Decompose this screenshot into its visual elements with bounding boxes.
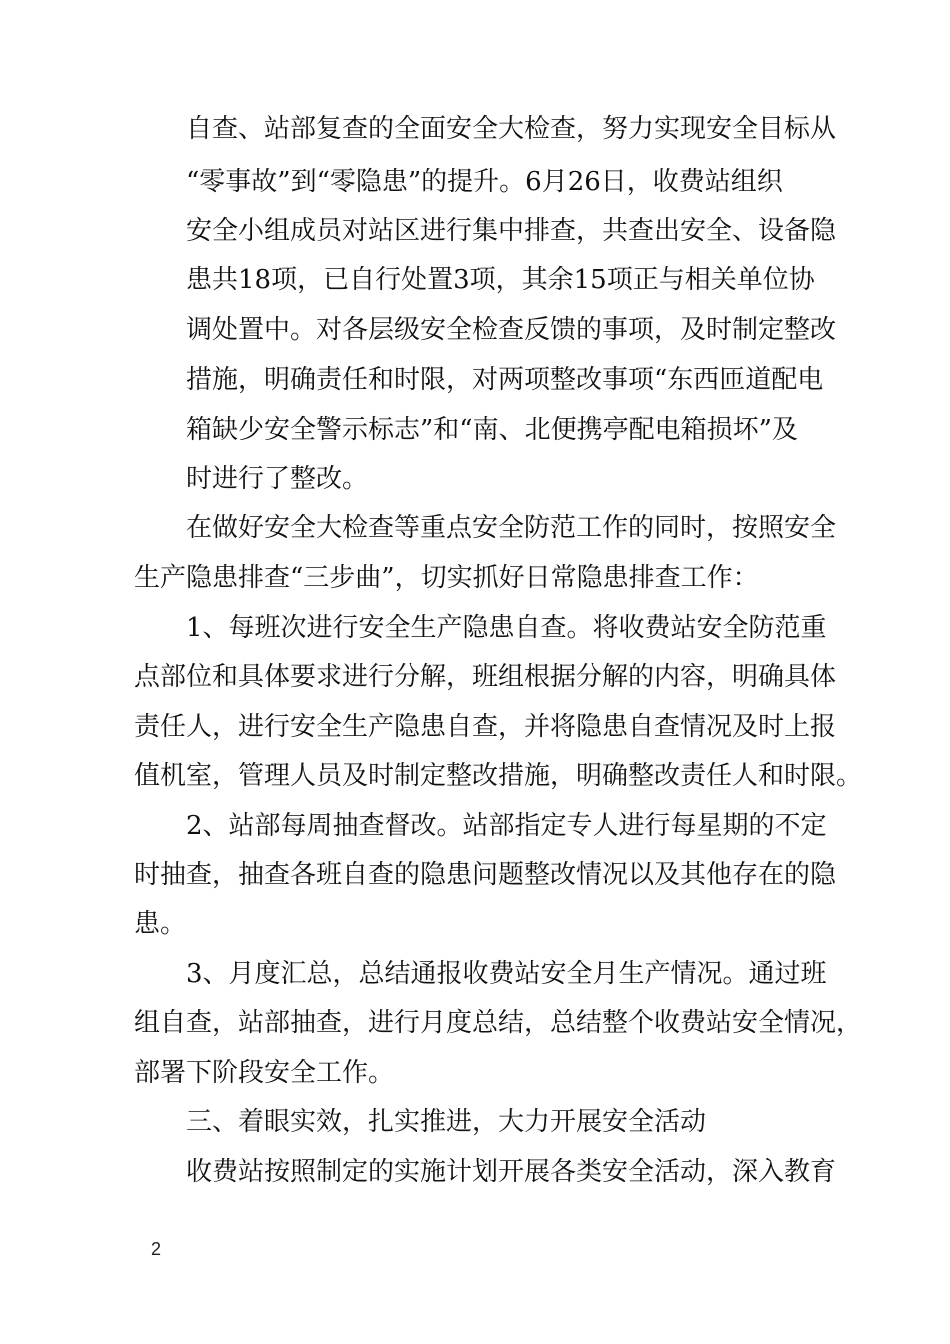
text-line: “零事故”到“零隐患”的提升。6月26日，收费站组织 [186,167,783,197]
text-line: 箱缺少安全警示标志”和“南、北便携亭配电箱损坏”及 [186,415,798,445]
text-line: 责任人，进行安全生产隐患自查，并将隐患自查情况及时上报 [134,712,837,742]
text-line: 自查、站部复查的全面安全大检查，努力实现安全目标从 [186,114,837,144]
list-item-1: 1、每班次进行安全生产隐患自查。将收费站安全防范重 [186,613,827,643]
text-line: 调处置中。对各层级安全检查反馈的事项，及时制定整改 [186,315,837,345]
text-line: 值机室，管理人员及时制定整改措施，明确整改责任人和时限。 [134,761,863,791]
text-line: 点部位和具体要求进行分解，班组根据分解的内容，明确具体 [134,662,837,692]
paragraph-first-line: 在做好安全大检查等重点安全防范工作的同时，按照安全 [186,513,837,543]
section-heading: 三、着眼实效，扎实推进，大力开展安全活动 [186,1107,707,1137]
paragraph-first-line: 收费站按照制定的实施计划开展各类安全活动，深入教育 [186,1157,837,1187]
text-line: 部署下阶段安全工作。 [134,1058,395,1088]
page-number: 2 [151,1239,162,1259]
text-line: 安全小组成员对站区进行集中排查，共查出安全、设备隐 [186,216,837,246]
text-line: 组自查，站部抽查，进行月度总结，总结整个收费站安全情况， [134,1008,863,1038]
list-item-3: 3、月度汇总，总结通报收费站安全月生产情况。通过班 [186,959,827,989]
list-item-2: 2、站部每周抽查督改。站部指定专人进行每星期的不定 [186,811,827,841]
text-line: 患共18项，已自行处置3项，其余15项正与相关单位协 [186,265,815,295]
text-line: 生产隐患排查“三步曲”，切实抓好日常隐患排查工作： [134,563,759,593]
text-line: 患。 [134,909,187,939]
text-line: 时抽查，抽查各班自查的隐患问题整改情况以及其他存在的隐 [134,860,837,890]
text-line: 措施，明确责任和时限，对两项整改事项“东西匝道配电 [186,365,824,395]
text-line: 时进行了整改。 [186,464,369,494]
